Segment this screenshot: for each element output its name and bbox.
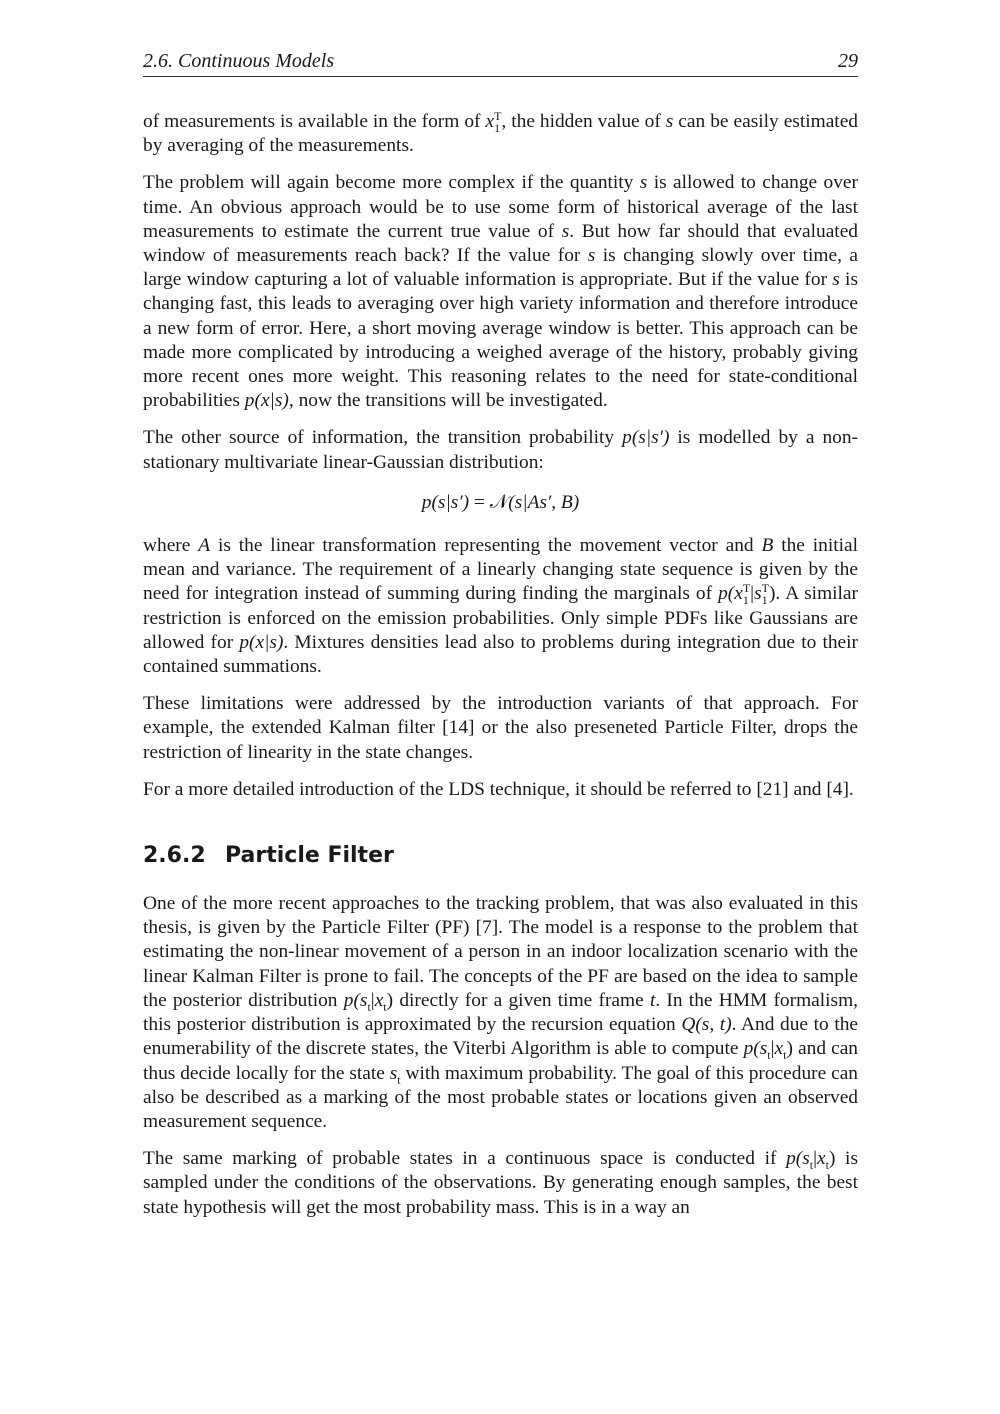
paragraph-4: where A is the linear transformation representing the movement vector and B the initial mean and variance. The requirement of a linearly changing state sequence is given by the need for integration instead of summing during finding the marginals of $p(x_1^T|s_1^T)$. A similar restriction is enforced on the emission probabilities. Only simple PDFs like Gaussians are allowed for p(x|s). Mixtures densities lead also to problems during integration due to their contained summations. — [143, 535, 859, 678]
header-section-title: 2.6. Continuous Models — [143, 50, 335, 72]
section-heading — [143, 842, 858, 870]
paragraph-5: These limitations were addressed by the introduction variants of that approach. For example, the extended Kalman filter [14] or the also preseneted Particle Filter, drops the restriction of linearity in the state changes. — [143, 693, 858, 763]
paragraph-3: The other source of information, the transition probability p(s|s′) is modelled by a non-stationary multivariate linear-Gaussian distribution: — [143, 427, 859, 473]
section-title: Particle Filter — [225, 843, 394, 869]
paragraph-8: The same marking of probable states in a continuous space is conducted if $p(s_t|x_t)$ is sampled under the conditions of the observations. By generating enough samples, the best state hypothesis will get the most probability mass. This is in a way an — [143, 1148, 858, 1218]
body-text — [143, 110, 858, 1233]
paragraph-2: The problem will again become more complex if the quantity s is allowed to change over time. An obvious approach would be to use some form of historical average of the last measurements to estimate the current true value of s. But how far should that evaluated window of measurements reach back? If the value for s is changing slowly over time, a large window capturing a lot of valuable information is appropriate. But if the value for s is changing fast, this leads to averaging over high variety information and therefore introduce a new form of error. Here, a short moving average window is better. This approach can be made more complicated by introducing a weighed average of the history, probably giving more recent ones more weight. This reasoning relates to the need for state-conditional probabilities p(x|s), now the transitions will be investigated. — [143, 172, 859, 412]
page-number: 29 — [838, 50, 858, 72]
paragraph-6: For a more detailed introduction of the LDS technique, it should be referred to [21] and [4]. — [143, 778, 854, 800]
paragraph-1: of measurements is available in the form of $x_1^T$, the hidden value of s can be easily estimated by averaging of the measurements. — [143, 108, 858, 157]
paragraph-7: One of the more recent approaches to the tracking problem, that was also evaluated in this thesis, is given by the Particle Filter (PF) [7]. The model is a response to the problem that estimating the non-linear movement of a person in an indoor localization scenario with the linear Kalman Filter is prone to fail. The concepts of the PF are based on the idea to sample the posterior distribution $p(s_t|x_t)$ directly for a given time frame t. In the HMM formalism, this posterior distribution is approximated by the recursion equation Q(s, t). And due to the enumerability of the discrete states, the Viterbi Algorithm is able to compute $p(s_t|x_t)$ and can thus decide locally for the state $s_t$ with maximum probability. The goal of this procedure can also be described as a marking of the most probable states or locations given an observed measurement sequence. — [143, 893, 859, 1132]
transition-equation: p(s|s′) = 𝒩(s|As′, B) — [421, 491, 580, 513]
section-number: 2.6.2 — [143, 843, 206, 869]
running-header — [143, 50, 858, 77]
